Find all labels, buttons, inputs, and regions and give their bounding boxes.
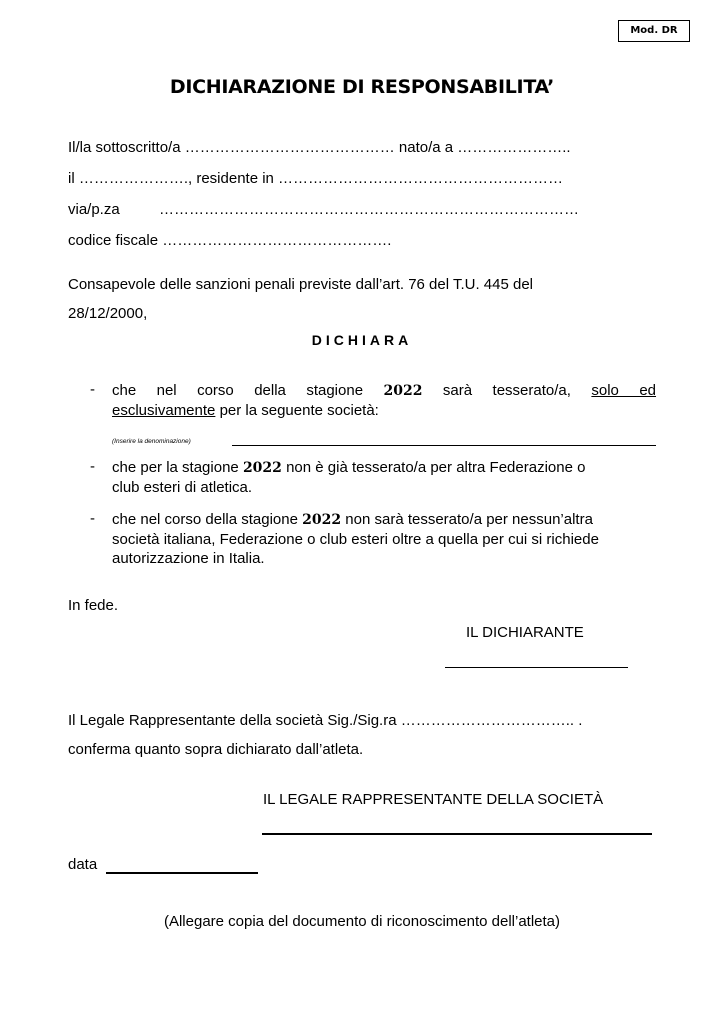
bullet-1-line-2: [112, 401, 656, 420]
declarant-signature-line: [445, 667, 628, 668]
bullet-1-underlined: esclusivamente: [112, 402, 216, 419]
bullet-1-line-1: [112, 381, 656, 401]
bullet-1-text: sarà tesserato/a,: [442, 382, 571, 399]
intro-line-2: 28/12/2000,: [68, 305, 148, 322]
bullet-2-text: che per la stagione: [112, 459, 239, 476]
bullet-1-underlined: solo ed: [591, 382, 657, 399]
bullet-3-text: che nel corso della stagione: [112, 511, 298, 528]
field-address-label: via/p.za: [68, 201, 120, 218]
bullet-2-line-1: [112, 458, 656, 478]
bullet-dash: -: [90, 381, 95, 398]
field-birthdate-residence: il …………………., residente in …………………………………………………: [68, 170, 564, 187]
legal-rep-line: Il Legale Rappresentante della società Sig./Sig.ra …………………………….. .: [68, 712, 583, 729]
field-name-birthplace: Il/la sottoscritto/a …………………………………… nato/a a …………………..: [68, 139, 571, 156]
society-name-line: [232, 445, 656, 446]
declarant-label: IL DICHIARANTE: [466, 624, 584, 641]
bullet-2-line-2: club esteri di atletica.: [112, 479, 253, 496]
bullet-dash: -: [90, 510, 95, 527]
in-fede: In fede.: [68, 597, 119, 614]
legal-rep-confirm: conferma quanto sopra dichiarato dall’atleta.: [68, 741, 364, 758]
bullet-3-line-1: [112, 510, 656, 530]
date-line: [106, 872, 258, 874]
field-tax-code: codice fiscale ……………………………………….: [68, 232, 392, 249]
bullet-dash: -: [90, 458, 95, 475]
bullet-1-text: che nel corso della stagione: [112, 382, 364, 399]
season-year: 2022: [302, 512, 342, 528]
bullet-1-text: per la seguente società:: [219, 402, 379, 419]
legal-rep-signature-label: IL LEGALE RAPPRESENTANTE DELLA SOCIETÀ: [263, 791, 604, 808]
date-label: data: [68, 856, 98, 873]
season-year: 2022: [383, 383, 423, 399]
intro-line-1: Consapevole delle sanzioni penali previste dall’art. 76 del T.U. 445 del: [68, 276, 534, 293]
form-code-badge: Mod. DR: [618, 20, 690, 42]
bullet-2-text: non è già tesserato/a per altra Federazione o: [286, 459, 586, 476]
season-year: 2022: [242, 460, 282, 476]
bullet-2: [112, 458, 656, 497]
society-name-hint: (Inserire la denominazione): [112, 438, 191, 445]
bullet-3-text: non sarà tesserato/a per nessun’altra: [345, 511, 593, 528]
footer-note: (Allegare copia del documento di riconoscimento dell’atleta): [163, 913, 561, 930]
bullet-3-line-3: autorizzazione in Italia.: [112, 550, 265, 567]
bullet-3: [112, 510, 656, 568]
legal-rep-signature-line: [262, 833, 652, 835]
declaration-heading: DICHIARA: [311, 332, 413, 348]
field-address-dots: …………………………………………………………………………: [159, 201, 579, 218]
page-title: DICHIARAZIONE DI RESPONSABILITA’: [169, 76, 555, 98]
bullet-3-line-2: società italiana, Federazione o club esteri oltre a quella per cui si richiede: [112, 531, 599, 548]
bullet-1: [112, 381, 656, 420]
